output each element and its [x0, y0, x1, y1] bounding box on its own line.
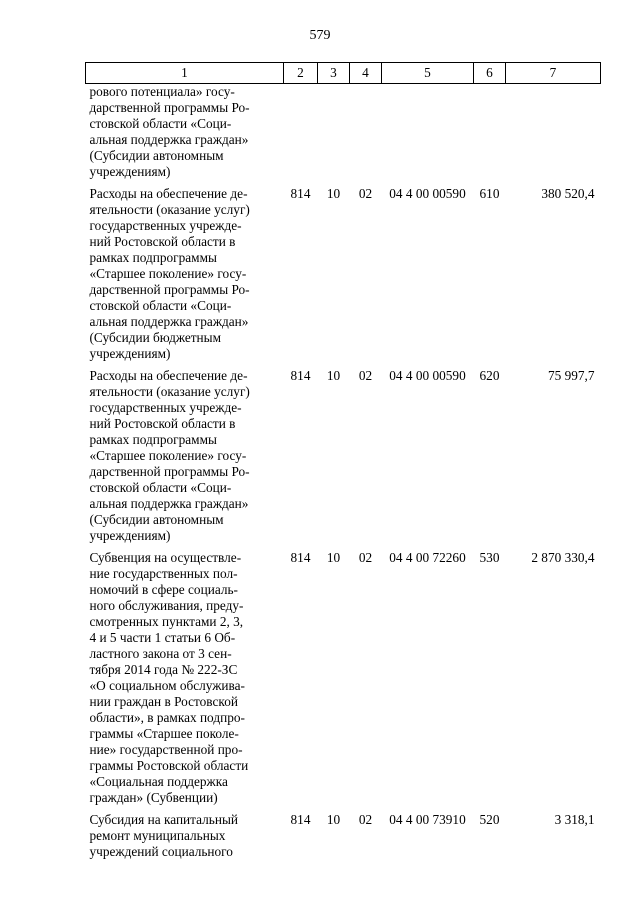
row-expense-type	[474, 84, 506, 187]
description-line: Субвенция на осуществле-	[89, 550, 242, 565]
row-target-article	[382, 84, 474, 187]
row-expense-type: 520	[479, 812, 500, 827]
description-line: альная поддержка граждан»	[89, 314, 249, 329]
row-subsection-code: 02	[358, 812, 373, 827]
description-line: государственных учрежде-	[89, 218, 242, 233]
header-col-7: 7	[506, 63, 601, 84]
row-expense-type: 610	[479, 186, 500, 201]
row-section-code: 10	[326, 368, 341, 383]
row-amount	[506, 84, 601, 187]
description-line: стовской области «Соци-	[89, 480, 232, 495]
description-line: (Субсидии автономным	[89, 512, 224, 527]
table-row	[86, 186, 601, 368]
row-target-article: 04 4 00 73910	[389, 812, 466, 827]
row-section-code	[318, 84, 350, 187]
description-line: Расходы на обеспечение де-	[89, 186, 248, 201]
row-description	[86, 186, 284, 368]
header-col-4: 4	[350, 63, 382, 84]
row-expense-type: 620	[479, 368, 500, 383]
row-section-code: 10	[326, 186, 341, 201]
description-line: «Социальная поддержка	[89, 774, 228, 789]
row-target-article: 04 4 00 72260	[389, 550, 466, 565]
row-subsection-code	[350, 84, 382, 187]
row-section-code: 10	[326, 550, 341, 565]
page-number: 579	[309, 28, 331, 43]
description-line: ластного закона от 3 сен-	[89, 646, 232, 661]
row-ministry-code: 814	[290, 368, 311, 383]
description-line: «Старшее поколение» госу-	[89, 448, 247, 463]
description-line: стовской области «Соци-	[89, 116, 232, 131]
table-row	[86, 550, 601, 812]
description-line: области», в рамках подпро-	[89, 710, 245, 725]
description-line: ний Ростовской области в	[89, 234, 236, 249]
description-line: учреждениям)	[89, 164, 171, 179]
description-line: ятельности (оказание услуг)	[89, 202, 250, 217]
row-subsection-code: 02	[358, 550, 373, 565]
description-line: граммы «Старшее поколе-	[89, 726, 239, 741]
row-amount: 380 520,4	[541, 186, 595, 201]
description-line: дарственной программы Ро-	[89, 100, 250, 115]
description-line: ний Ростовской области в	[89, 416, 236, 431]
description-line: ного обслуживания, преду-	[89, 598, 244, 613]
row-target-article: 04 4 00 00590	[389, 368, 466, 383]
table-row	[86, 84, 601, 187]
description-line: учреждениям)	[89, 528, 171, 543]
row-description	[86, 84, 284, 187]
description-line: рамках подпрограммы	[89, 250, 217, 265]
description-line: (Субсидии бюджетным	[89, 330, 222, 345]
description-line: «О социальном обслужива-	[89, 678, 245, 693]
row-amount: 2 870 330,4	[531, 550, 595, 565]
table-row	[86, 812, 601, 866]
row-ministry-code: 814	[290, 812, 311, 827]
description-line: стовской области «Соци-	[89, 298, 232, 313]
description-line: дарственной программы Ро-	[89, 464, 250, 479]
description-line: ние государственных пол-	[89, 566, 238, 581]
budget-table	[85, 62, 601, 866]
row-section-code: 10	[326, 812, 341, 827]
row-amount: 3 318,1	[554, 812, 595, 827]
header-row	[86, 63, 601, 84]
row-subsection-code: 02	[358, 368, 373, 383]
description-line: государственных учрежде-	[89, 400, 242, 415]
row-ministry-code: 814	[290, 550, 311, 565]
row-description	[86, 550, 284, 812]
header-col-1: 1	[86, 63, 284, 84]
description-line: ятельности (оказание услуг)	[89, 384, 250, 399]
row-target-article: 04 4 00 00590	[389, 186, 466, 201]
description-line: учреждений социального	[89, 844, 233, 859]
header-col-3: 3	[318, 63, 350, 84]
description-line: (Субсидии автономным	[89, 148, 224, 163]
row-ministry-code: 814	[290, 186, 311, 201]
description-line: дарственной программы Ро-	[89, 282, 250, 297]
row-description	[86, 368, 284, 550]
description-line: Субсидия на капитальный	[89, 812, 239, 827]
header-col-2: 2	[284, 63, 318, 84]
description-line: граммы Ростовской области	[89, 758, 249, 773]
row-ministry-code	[284, 84, 318, 187]
row-expense-type: 530	[479, 550, 500, 565]
description-line: нии граждан в Ростовской	[89, 694, 238, 709]
description-line: тября 2014 года № 222-ЗС	[89, 662, 238, 677]
row-description	[86, 812, 284, 866]
description-line: рамках подпрограммы	[89, 432, 217, 447]
description-line: номочий в сфере социаль-	[89, 582, 238, 597]
description-line: альная поддержка граждан»	[89, 132, 249, 147]
description-line: 4 и 5 части 1 статьи 6 Об-	[89, 630, 236, 645]
description-line: «Старшее поколение» госу-	[89, 266, 247, 281]
description-line: ремонт муниципальных	[89, 828, 226, 843]
row-subsection-code: 02	[358, 186, 373, 201]
description-line: учреждениям)	[89, 346, 171, 361]
description-line: альная поддержка граждан»	[89, 496, 249, 511]
description-line: Расходы на обеспечение де-	[89, 368, 248, 383]
header-col-6: 6	[474, 63, 506, 84]
table-row	[86, 368, 601, 550]
row-amount: 75 997,7	[547, 368, 595, 383]
description-line: рового потенциала» госу-	[89, 84, 235, 99]
description-line: смотренных пунктами 2, 3,	[89, 614, 244, 629]
header-col-5: 5	[382, 63, 474, 84]
description-line: граждан» (Субвенции)	[89, 790, 218, 805]
description-line: ние» государственной про-	[89, 742, 243, 757]
